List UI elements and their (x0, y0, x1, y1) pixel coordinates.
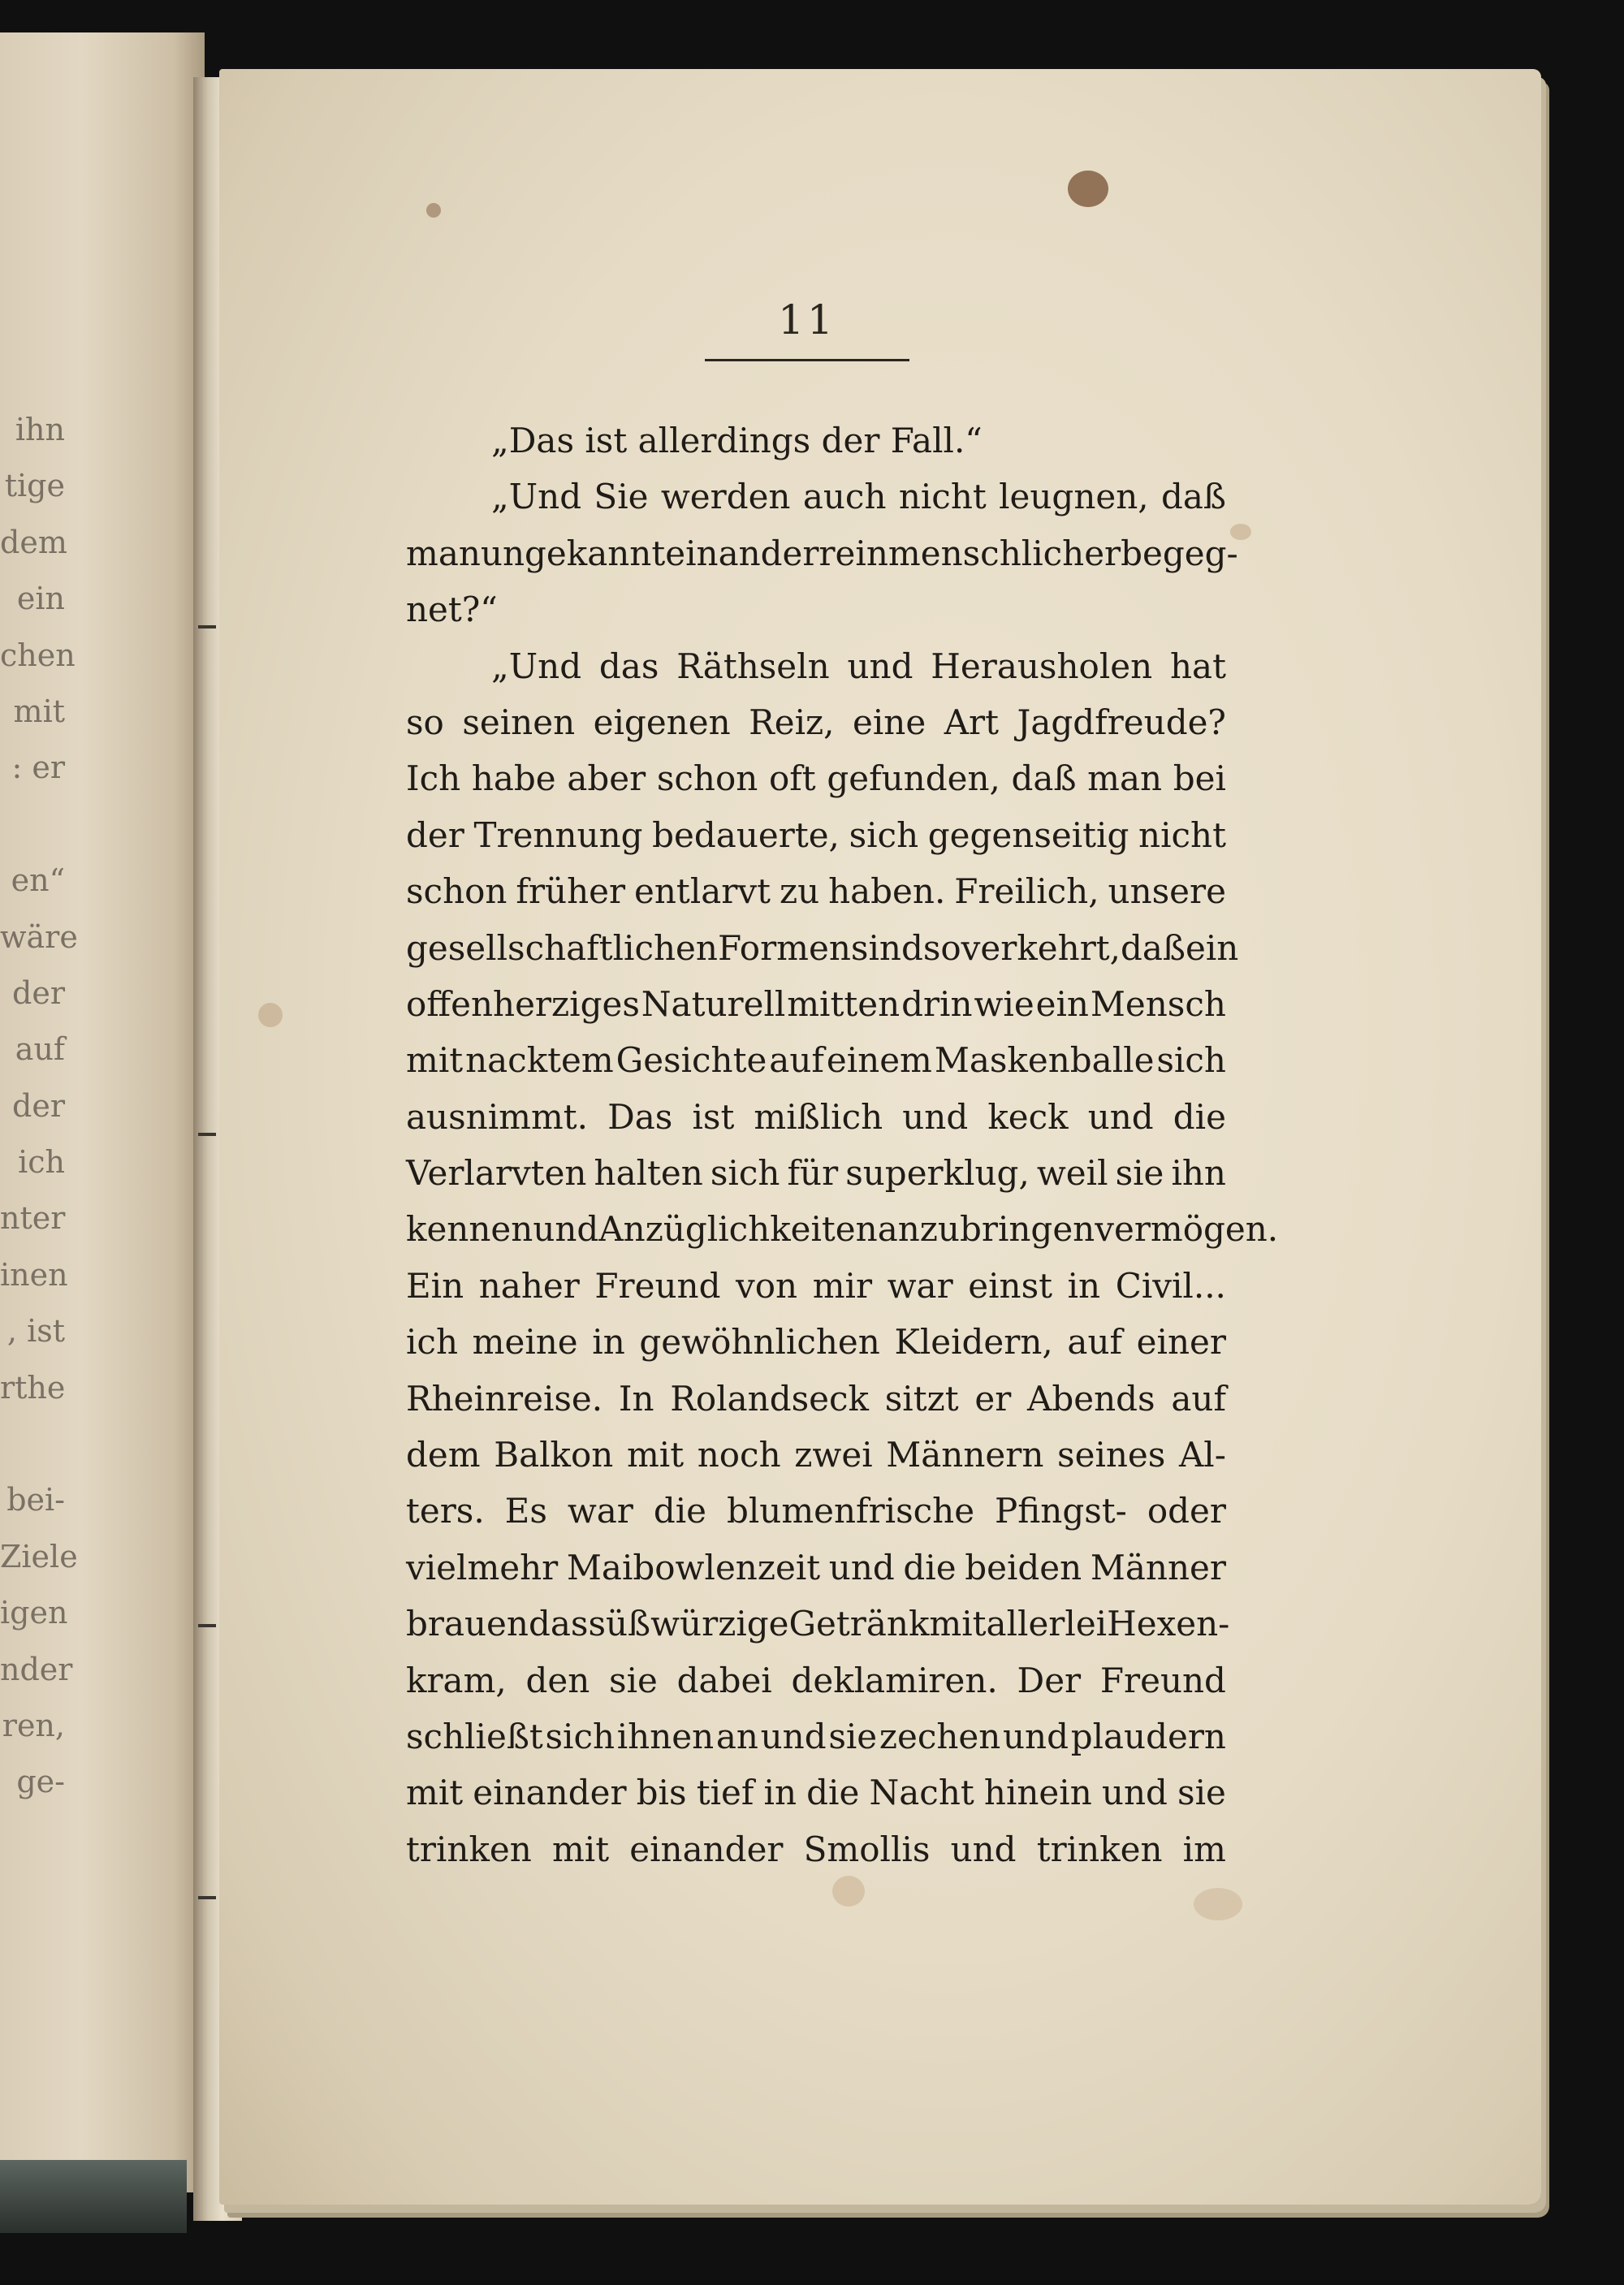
previous-page-fragment: ich (18, 1144, 65, 1181)
previous-page-fragment (0, 797, 65, 853)
text-line (406, 1201, 1279, 1257)
word: und (828, 1547, 895, 1587)
previous-page-fragment: inen (0, 1256, 68, 1293)
word: plaudern (1070, 1716, 1226, 1756)
previous-page-fragment: ren, (2, 1707, 65, 1743)
word: mit (929, 1604, 987, 1644)
word: weil (1036, 1153, 1108, 1194)
word: sind (850, 927, 923, 968)
word: Männern (886, 1435, 1044, 1475)
word: einer (1136, 1322, 1226, 1363)
word: seinen (462, 702, 576, 742)
word: sitzt (884, 1378, 959, 1419)
word: sie (828, 1716, 878, 1756)
word: auf (1067, 1322, 1123, 1363)
word: an (715, 1716, 758, 1756)
previous-page-fragment: ge- (16, 1764, 65, 1800)
header-rule (705, 359, 909, 361)
text-line (406, 413, 1226, 469)
word: nicht (898, 477, 987, 517)
word: offenherziges (406, 983, 640, 1024)
word: Reiz, (749, 702, 835, 742)
word: Maskenballe (934, 1040, 1155, 1081)
word: unsere (1108, 871, 1226, 912)
word: halten (594, 1153, 703, 1194)
word: superklug, (845, 1153, 1030, 1194)
word: ihnen (616, 1716, 715, 1756)
word: Hexen- (1107, 1604, 1230, 1644)
word: auch (802, 477, 887, 517)
word: ausnimmt. (406, 1096, 589, 1137)
text-line (406, 469, 1226, 525)
word: naher (478, 1265, 580, 1306)
word: gefunden, (827, 758, 1000, 799)
word: dabei (676, 1660, 772, 1700)
word: Al- (1178, 1435, 1226, 1475)
word: sich (1156, 1040, 1226, 1081)
page-number: 11 (778, 296, 836, 343)
word: begeg- (1121, 533, 1238, 573)
word: werden (660, 477, 791, 517)
word: allerlei (986, 1604, 1108, 1644)
word: In (618, 1378, 654, 1419)
word: anzubringen (877, 1209, 1095, 1250)
binding-mark (198, 1133, 216, 1136)
text-line (406, 863, 1226, 919)
previous-page-fragment: igen (0, 1595, 68, 1631)
word: „Das ist allerdings der Fall.“ (491, 421, 983, 460)
word: keck (987, 1096, 1069, 1137)
word: die (653, 1491, 707, 1531)
word: drin (901, 983, 973, 1024)
word: mit (406, 1773, 464, 1813)
text-line (406, 1089, 1226, 1145)
word: sie (1177, 1773, 1226, 1813)
word: net?“ (406, 590, 498, 630)
text-line (406, 1427, 1226, 1483)
word: kram, (406, 1660, 507, 1700)
word: oft (768, 758, 816, 799)
word: Ein (406, 1265, 464, 1306)
word: von (736, 1265, 798, 1306)
previous-page-fragment: nter (0, 1200, 66, 1237)
previous-page-fragment: der (12, 1087, 65, 1124)
word: Der (1017, 1660, 1082, 1700)
previous-page-fragment: ihn (15, 412, 65, 447)
word: einander (665, 533, 819, 573)
word: aber (567, 758, 646, 799)
binding-mark (198, 625, 216, 628)
word: Rheinreise. (406, 1378, 603, 1419)
word: zu (779, 871, 820, 912)
previous-page-text-fragments (0, 402, 78, 1811)
stain (1068, 171, 1108, 207)
previous-page-fragment: Ziele (0, 1538, 78, 1574)
word: ist (692, 1096, 735, 1137)
word: bedauerte, (652, 814, 840, 855)
stain (832, 1876, 865, 1907)
word: Sie (594, 477, 649, 517)
word: daß (1121, 927, 1186, 968)
word: trinken (406, 1829, 532, 1869)
word: bis (636, 1773, 687, 1813)
previous-page-edge (0, 32, 205, 2192)
previous-page-fragment: der (12, 974, 65, 1011)
word: reinmenschlicher (818, 533, 1121, 573)
word: Freund (594, 1265, 721, 1306)
word: den (525, 1660, 590, 1700)
previous-page-fragment: , ist (6, 1313, 65, 1350)
word: ihn (1171, 1153, 1226, 1194)
word: und (847, 646, 914, 686)
word: Smollis (803, 1829, 931, 1869)
word: gewöhnlichen (639, 1322, 880, 1363)
word: ich (406, 1322, 459, 1363)
word: entlarvt (634, 871, 771, 912)
word: Ich (406, 758, 461, 799)
word: zechen (879, 1716, 1001, 1756)
word: Getränk (788, 1604, 930, 1644)
word: dem (406, 1435, 481, 1475)
previous-page-fragment: : er (11, 749, 65, 786)
previous-page-fragment: mit (13, 693, 65, 729)
word: Trennung (473, 814, 643, 855)
word: habe (471, 758, 556, 799)
word: hinein (983, 1773, 1092, 1813)
word: brauen (406, 1604, 529, 1644)
text-line (406, 581, 1226, 637)
text-line (406, 1145, 1226, 1201)
word: nacktem (465, 1040, 614, 1081)
word: Civil... (1115, 1265, 1226, 1306)
previous-page-fragment: en“ (11, 862, 65, 899)
word: Herausholen (931, 646, 1153, 686)
word: Pfingst- (995, 1491, 1127, 1531)
word: „Und (491, 477, 582, 517)
text-line (406, 1765, 1226, 1821)
word: Männer (1090, 1547, 1226, 1587)
word: und (760, 1716, 827, 1756)
word: daß (1160, 477, 1226, 517)
word: haben. (828, 871, 946, 912)
word: mit (551, 1829, 610, 1869)
word: Balkon (494, 1435, 614, 1475)
word: Anzüglichkeiten (598, 1209, 878, 1250)
word: verkehrt, (961, 927, 1121, 968)
previous-page-fragment: rthe (0, 1369, 66, 1406)
word: ein (1035, 983, 1089, 1024)
previous-page-fragment: chen (0, 637, 76, 673)
word: einem (826, 1040, 932, 1081)
word: Naturell (641, 983, 786, 1024)
word: sich (849, 814, 919, 855)
word: hat (1169, 646, 1226, 686)
word: einander (629, 1829, 784, 1869)
word: das (598, 646, 659, 686)
word: sich (545, 1716, 615, 1756)
word: sich (710, 1153, 780, 1194)
word: bei (1173, 758, 1226, 799)
word: und (950, 1829, 1017, 1869)
word: eine (853, 702, 926, 742)
text-line (406, 1596, 1230, 1652)
word: sie (1115, 1153, 1164, 1194)
word: ein (1185, 927, 1239, 968)
word: in (592, 1322, 625, 1363)
word: für (787, 1153, 839, 1194)
word: daß (1011, 758, 1077, 799)
word: tief (696, 1773, 754, 1813)
word: vielmehr (406, 1547, 559, 1587)
binding-mark (198, 1624, 216, 1627)
word: Mensch (1090, 983, 1226, 1024)
text-line (406, 920, 1239, 976)
word: nicht (1138, 814, 1226, 855)
word: so (406, 702, 444, 742)
stain (426, 203, 441, 218)
word: und (533, 1209, 599, 1250)
word: und (1101, 1773, 1168, 1813)
text-line (406, 1821, 1226, 1877)
word: in (763, 1773, 797, 1813)
word: Räthseln (676, 646, 830, 686)
word: Verlarvten (406, 1153, 587, 1194)
text-line (406, 1314, 1226, 1370)
word: Jagdfreude? (1017, 702, 1226, 742)
previous-page-fragment: nder (0, 1651, 73, 1687)
binding-mark (198, 1896, 216, 1899)
word: vermögen. (1095, 1209, 1279, 1250)
word: auf (769, 1040, 824, 1081)
word: deklamiren. (791, 1660, 998, 1700)
word: Nacht (869, 1773, 974, 1813)
text-line (406, 1258, 1226, 1314)
word: kennen (406, 1209, 533, 1250)
text-line (406, 1652, 1226, 1708)
word: trinken (1036, 1829, 1163, 1869)
word: Gesichte (615, 1040, 767, 1081)
word: war (887, 1265, 953, 1306)
word: Das (607, 1096, 673, 1137)
word: das (528, 1604, 589, 1644)
word: Freund (1099, 1660, 1226, 1700)
word: mit (406, 1040, 464, 1081)
previous-page-fragment: ein (16, 581, 65, 617)
word: man (1087, 758, 1163, 799)
word: die (903, 1547, 957, 1587)
word: der (406, 814, 464, 855)
body-text (406, 413, 1279, 1877)
text-line (406, 1483, 1226, 1539)
previous-page-fragment: bei- (6, 1482, 65, 1518)
word: in (1067, 1265, 1101, 1306)
text-line (406, 1032, 1226, 1088)
previous-page-fragment: wäre (0, 918, 78, 955)
book-cover-edge (0, 2160, 187, 2233)
word: meine (472, 1322, 578, 1363)
word: zwei (794, 1435, 873, 1475)
previous-page-fragment (0, 1416, 65, 1472)
word: schon (656, 758, 758, 799)
word: leugnen, (999, 477, 1149, 517)
word: Art (944, 702, 1000, 742)
text-line (406, 750, 1226, 806)
word: noch (697, 1435, 781, 1475)
word: war (567, 1491, 633, 1531)
word: wie (974, 983, 1034, 1024)
text-line (406, 525, 1238, 581)
stain (1194, 1888, 1242, 1920)
word: blumenfrische (726, 1491, 975, 1531)
word: und (1003, 1716, 1069, 1756)
word: die (1173, 1096, 1226, 1137)
text-line (406, 976, 1226, 1032)
word: im (1182, 1829, 1226, 1869)
word: mir (812, 1265, 873, 1306)
previous-page-fragment: auf (15, 1031, 65, 1068)
word: schon (406, 871, 508, 912)
word: mißlich (754, 1096, 883, 1137)
word: Abends (1027, 1378, 1155, 1419)
word: Kleidern, (894, 1322, 1053, 1363)
word: beiden (965, 1547, 1082, 1587)
word: und (1087, 1096, 1154, 1137)
text-line (406, 1371, 1226, 1427)
word: ungekannt (480, 533, 666, 573)
word: süßwürzige (588, 1604, 789, 1644)
word: einander (473, 1773, 627, 1813)
text-line (406, 807, 1226, 863)
word: mit (626, 1435, 685, 1475)
word: ters. (406, 1491, 485, 1531)
word: sie (609, 1660, 658, 1700)
word: er (974, 1378, 1012, 1419)
word: Maibowlenzeit (566, 1547, 821, 1587)
word: Es (504, 1491, 547, 1531)
text-line (406, 694, 1226, 750)
stain (258, 1003, 283, 1027)
word: Rolandseck (670, 1378, 869, 1419)
previous-page-fragment: tige (4, 468, 65, 504)
word: mitten (787, 983, 901, 1024)
text-line (406, 1540, 1226, 1596)
previous-page-fragment: dem (0, 524, 67, 560)
word: die (806, 1773, 860, 1813)
word: auf (1171, 1378, 1226, 1419)
word: oder (1147, 1491, 1226, 1531)
word: Formen (717, 927, 851, 968)
word: und (902, 1096, 969, 1137)
word: einst (968, 1265, 1053, 1306)
word: „Und (491, 646, 582, 686)
word: seines (1057, 1435, 1166, 1475)
word: so (922, 927, 961, 968)
word: gesellschaftlichen (406, 927, 718, 968)
text-line (406, 1708, 1226, 1765)
text-line (406, 638, 1226, 694)
word: Freilich, (954, 871, 1099, 912)
word: man (406, 533, 481, 573)
word: früher (516, 871, 626, 912)
word: gegenseitig (927, 814, 1129, 855)
word: eigenen (593, 702, 731, 742)
word: schließt (406, 1716, 543, 1756)
